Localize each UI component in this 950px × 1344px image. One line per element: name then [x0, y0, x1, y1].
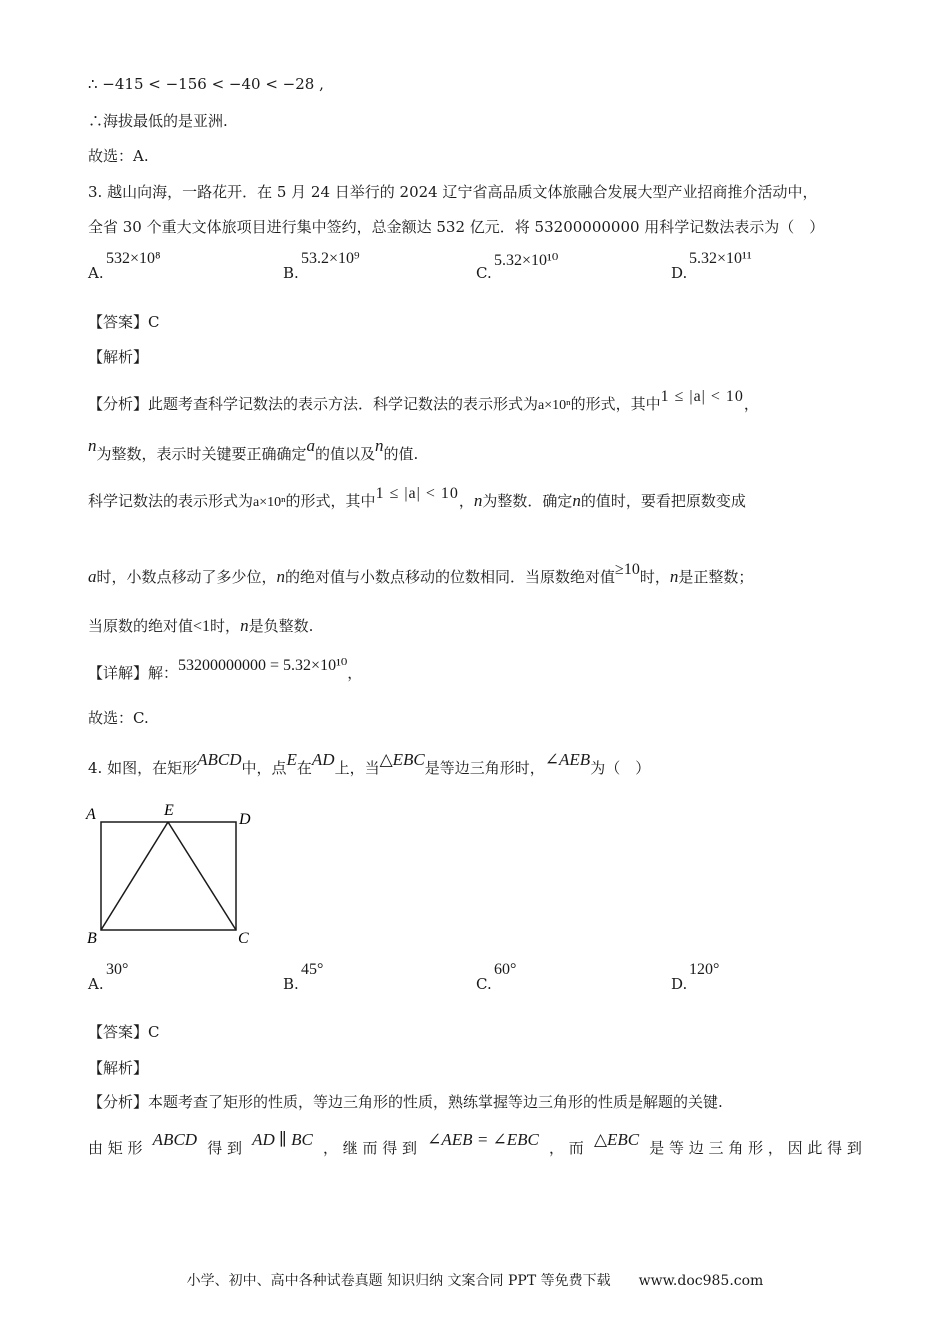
q3-detail: 【详解】解：53200000000 = 5.32×10¹⁰， — [88, 657, 363, 682]
segment-ec — [168, 822, 236, 930]
q3-stem-line1: 3. 越山向海，一路花开．在 5 月 24 日举行的 2024 辽宁省高品质文体旅融合发展大型产业招商推介活动中， — [88, 183, 818, 201]
line-inequality: ∴ −415 < −156 < −40 < −28 , — [88, 75, 324, 93]
label-a: A — [86, 806, 96, 823]
q3-analysis-para4: 当原数的绝对值<1时，n是负整数. — [88, 616, 314, 635]
label-b: B — [87, 930, 97, 947]
line-conclusion: ∴海拔最低的是亚洲. — [88, 112, 228, 130]
rectangle-abcd — [101, 822, 236, 930]
label-e: E — [164, 802, 174, 819]
q3-analysis-para1: 【分析】此题考查科学记数法的表示方法．科学记数法的表示形式为a×10ⁿ的形式，其中1 ≤ |a| < 10， — [88, 388, 759, 413]
q3-analysis-para1-cont: n为整数，表示时关键要正确确定a的值以及n的值. — [88, 436, 419, 463]
line-choice: 故选：A. — [88, 147, 149, 165]
q3-analysis-para2: 科学记数法的表示形式为a×10ⁿ的形式，其中1 ≤ |a| < 10，n为整数．确定n的值时，要看把原数变成 — [88, 485, 746, 510]
segment-eb — [101, 822, 168, 930]
q3-stem-line2: 全省 30 个重大文体旅项目进行集中签约，总金额达 532 亿元．将 53200000000 用科学记数法表示为（ ） — [88, 218, 825, 236]
label-c: C — [238, 930, 249, 947]
q4-answer: 【答案】C — [88, 1023, 160, 1041]
q4-analysis: 【分析】本题考查了矩形的性质，等边三角形的性质，熟练掌握等边三角形的性质是解题的关键. — [88, 1093, 723, 1111]
q3-choice: 故选：C. — [88, 709, 149, 727]
q4-derivation: 由 矩 形 ABCD 得 到 AD ∥ BC ， 继 而 得 到 ∠AEB = ∠EBC ， 而 △EBC 是 等 边 三 角 形 ， 因 此 得 到 — [88, 1130, 862, 1157]
q4-stem: 4. 如图，在矩形ABCD中，点E在AD上，当△EBC是等边三角形时，∠AEB为（ ） — [88, 750, 651, 777]
q4-analysis-tag: 【解析】 — [88, 1059, 149, 1077]
rectangle-figure — [80, 796, 270, 956]
label-d: D — [239, 811, 251, 828]
q3-analysis-para3: a时，小数点移动了多少位，n的绝对值与小数点移动的位数相同．当原数绝对值≥10时，n是正整数； — [88, 561, 754, 586]
footer-text: 小学、初中、高中各种试卷真题 知识归纳 文案合同 PPT 等免费下载 www.doc985.com — [186, 1273, 764, 1289]
q3-answer: 【答案】C — [88, 313, 160, 331]
q3-analysis-tag: 【解析】 — [88, 348, 149, 366]
